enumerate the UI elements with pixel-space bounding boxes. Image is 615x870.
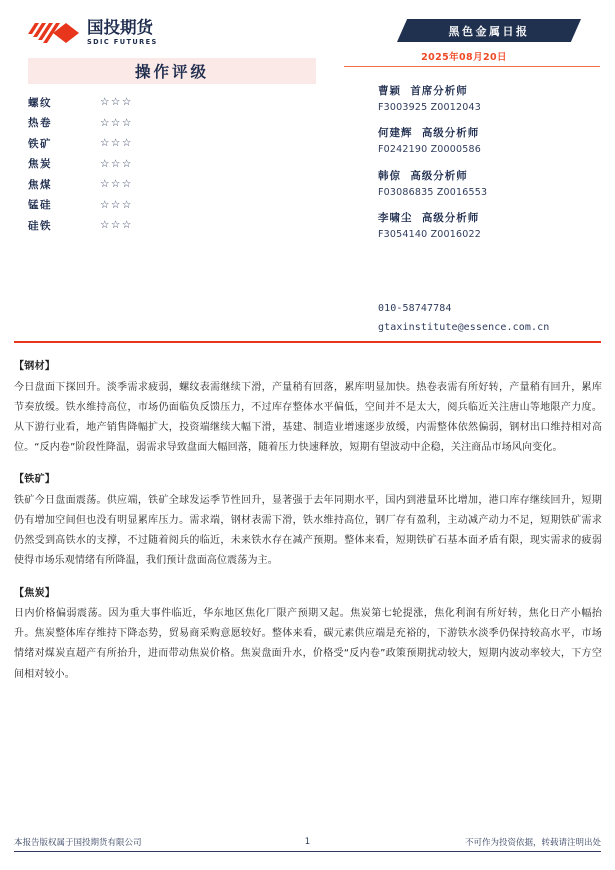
footer-copyright: 本报告版权属于国投期货有限公司 bbox=[14, 838, 142, 848]
report-title-banner bbox=[397, 19, 581, 42]
section-paragraph: 日内价格偏弱震荡。因为重大事件临近，华东地区焦化厂限产预期又起。焦炭第七轮提涨，焦化利润有所好转，焦化日产小幅抬升。焦炭整体库存维持下降态势，贸易商采购意愿较好。整体来看，碳元素供应端是充裕的，下游铁水淡季仍保持较高水平，市场情绪对煤炭直超产有所抬升，进而带动焦炭价格。焦炭盘面升水，价格受“反内卷”政策预期扰动较大，短期内波动率较大，下方空间相对较小。 bbox=[14, 608, 602, 680]
analyst-name-and-title bbox=[378, 126, 613, 141]
rating-stars: ☆☆☆ bbox=[100, 178, 133, 191]
analyst-name-and-title bbox=[378, 84, 613, 99]
date-divider bbox=[344, 66, 600, 67]
rating-stars: ☆☆☆ bbox=[100, 219, 133, 232]
rating-stars: ☆☆☆ bbox=[100, 116, 133, 129]
section-title: 【铁矿】 bbox=[14, 474, 56, 486]
footer-page-number: 1 bbox=[304, 837, 311, 847]
report-title: 黑色金属日报 bbox=[448, 24, 530, 38]
analyst-title: 首席分析师 bbox=[410, 85, 468, 97]
contact-email[interactable]: gtaxinstitute@essence.com.cn bbox=[378, 321, 550, 333]
logo-english-name: SDIC FUTURES bbox=[87, 37, 158, 46]
section-title: 【焦炭】 bbox=[14, 587, 56, 599]
footer-divider bbox=[14, 851, 601, 852]
analyst-title: 高级分析师 bbox=[421, 127, 480, 140]
report-header bbox=[0, 0, 615, 341]
rating-row bbox=[28, 195, 318, 216]
analyst-title: 高级分析师 bbox=[410, 169, 468, 182]
contact-phone[interactable]: 010-58747784 bbox=[378, 303, 452, 314]
analyst-entry bbox=[378, 211, 613, 244]
ratings-panel-title bbox=[28, 58, 316, 84]
rating-commodity-name: 焦煤 bbox=[28, 178, 52, 191]
analyst-license-codes: F03086835 Z0016553 bbox=[378, 186, 488, 198]
analyst-name: 何建辉 bbox=[378, 127, 413, 140]
analyst-name: 曹颖 bbox=[378, 85, 401, 97]
page-footer bbox=[14, 836, 601, 848]
rating-stars: ☆☆☆ bbox=[100, 137, 133, 150]
section-title: 【钢材】 bbox=[14, 361, 56, 372]
rating-stars: ☆☆☆ bbox=[100, 198, 133, 211]
rating-commodity-name: 锰硅 bbox=[28, 199, 52, 212]
analyst-list bbox=[378, 84, 613, 253]
section-paragraph: 铁矿今日盘面震荡。供应端，铁矿全球发运季节性回升，显著强于去年同期水平，国内到港量环比增加，港口库存继续回升，短期仍有增加空间但也没有明显累库压力。需求端，钢材表需下滑，铁水维持高位，钢厂存有盈利，主动减产动力不足，短期铁矿需求仍然受到高铁水的支撑，不过随着阅兵的临近，未来铁水存在减产预期。整体来看，短期铁矿石基本面矛盾有限，现实需求的疲弱使得市场乐观情绪有所降温，我们预计盘面高位震荡为主。 bbox=[14, 494, 602, 567]
analyst-license-codes: F0242190 Z0000586 bbox=[378, 144, 482, 156]
analyst-name-and-title bbox=[378, 169, 613, 184]
analyst-name: 李啸尘 bbox=[378, 211, 413, 224]
footer-disclaimer: 不可作为投资依据，转载请注明出处 bbox=[464, 838, 601, 848]
sdic-logo-icon bbox=[26, 20, 82, 46]
rating-commodity-name: 硅铁 bbox=[28, 219, 52, 232]
rating-row bbox=[28, 133, 318, 154]
section-iron-ore bbox=[14, 471, 602, 571]
rating-row bbox=[28, 92, 318, 113]
analyst-license-codes: F3003925 Z0012043 bbox=[378, 102, 482, 114]
rating-commodity-name: 螺纹 bbox=[28, 96, 52, 109]
section-steel bbox=[14, 358, 602, 458]
rating-commodity-name: 热卷 bbox=[28, 117, 52, 130]
section-coke bbox=[14, 585, 602, 685]
analyst-entry bbox=[378, 84, 613, 117]
analyst-name-and-title bbox=[378, 211, 613, 226]
header-divider bbox=[14, 341, 601, 343]
rating-commodity-name: 铁矿 bbox=[28, 137, 52, 150]
analyst-license-codes: F3054140 Z0016022 bbox=[378, 229, 482, 241]
ratings-panel-title-text: 操作评级 bbox=[134, 62, 209, 81]
section-paragraph: 今日盘面下探回升。淡季需求疲弱，螺纹表需继续下滑，产量稍有回落，累库明显加快。热卷表需有所好转，产量稍有回升，累库节奏放缓。铁水维持高位，市场仍面临负反馈压力，不过库存整体水平偏低，空间并不是太大，阅兵临近关注唐山等地限产力度。从下游行业看，地产销售降幅扩大，投资端继续大幅下滑，基建、制造业增速逐步放缓，内需整体依然偏弱，钢材出口维持相对高位。“反内卷”阶段性降温，弱需求导致盘面大幅回落，随着压力快速释放，短期有望波动中企稳，关注商品市场风向变化。 bbox=[14, 381, 602, 454]
company-logo bbox=[26, 18, 158, 48]
rating-stars: ☆☆☆ bbox=[100, 157, 133, 170]
analyst-name: 韩倞 bbox=[378, 169, 401, 182]
rating-commodity-name: 焦炭 bbox=[28, 158, 52, 171]
analyst-entry bbox=[378, 126, 613, 159]
rating-row bbox=[28, 174, 318, 195]
analyst-title: 高级分析师 bbox=[421, 211, 480, 224]
analyst-entry bbox=[378, 169, 613, 202]
contact-block bbox=[378, 300, 615, 337]
rating-row bbox=[28, 215, 318, 236]
rating-row bbox=[28, 113, 318, 134]
report-body bbox=[14, 358, 602, 698]
ratings-list bbox=[28, 92, 318, 236]
report-date: 2025年08月20日 bbox=[421, 52, 507, 63]
logo-chinese-name: 国投期货 bbox=[87, 18, 153, 38]
rating-stars: ☆☆☆ bbox=[100, 96, 133, 109]
rating-row bbox=[28, 154, 318, 175]
